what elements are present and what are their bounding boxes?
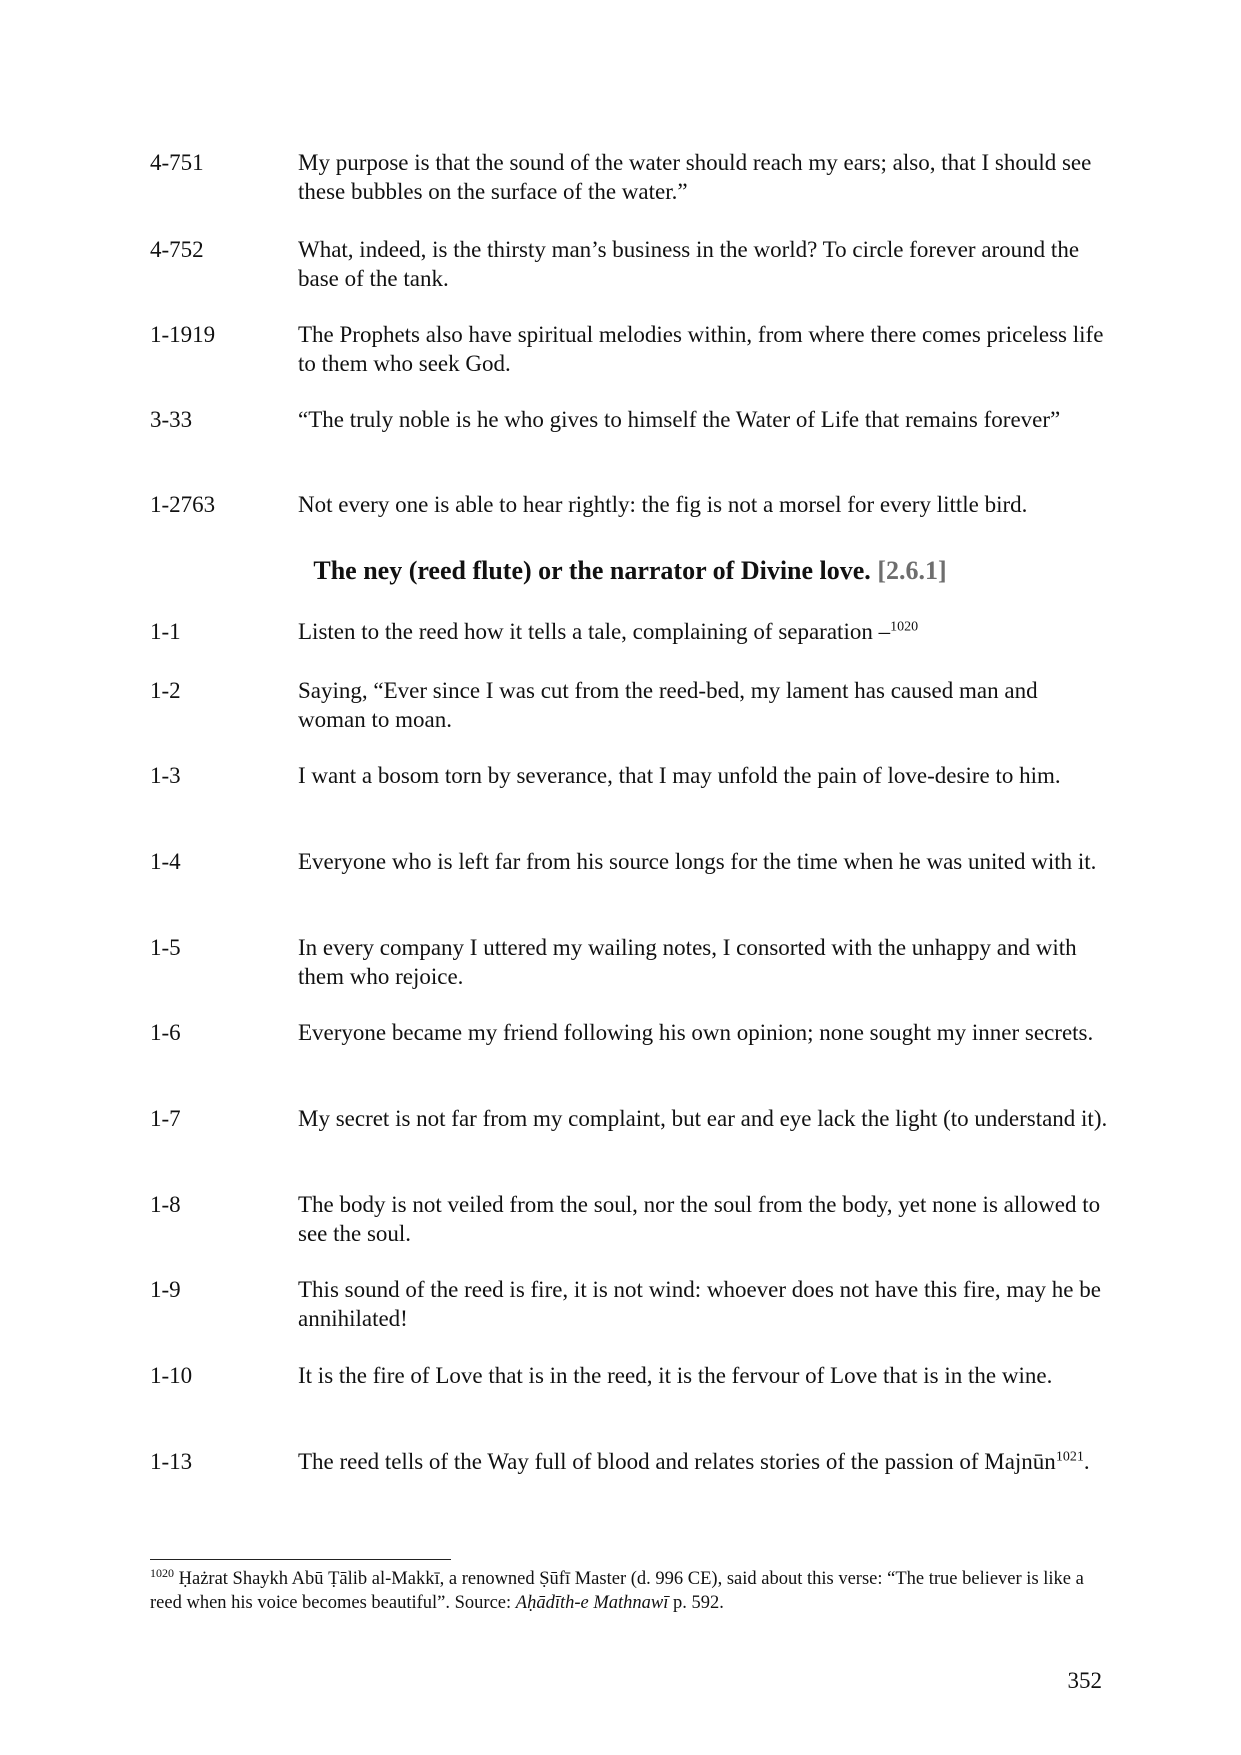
verse-entry-block — [150, 847, 1110, 876]
verse-ref: 1-2763 — [150, 492, 216, 517]
verse-entry — [150, 761, 1110, 790]
verse-text: My purpose is that the sound of the water should reach my ears; also, that I should see these bubbles on the surface of the water.” — [298, 150, 1092, 204]
verse-entry — [150, 1018, 1110, 1047]
verse-text: The Prophets also have spiritual melodies within, from where there comes priceless life to them who seek God. — [298, 322, 1104, 376]
section-heading — [150, 555, 1110, 587]
verse-entry — [150, 1275, 1110, 1333]
verse-list-top — [150, 148, 1110, 205]
verse-entry — [150, 235, 1110, 293]
verse-entry — [150, 490, 1110, 519]
verse-text: The body is not veiled from the soul, nor the soul from the body, yet none is allowed to see the soul. — [298, 1192, 1101, 1246]
page-number: 352 — [1067, 1668, 1102, 1693]
verse-entry — [150, 617, 1110, 646]
verse-entry — [150, 405, 1110, 434]
verse-entry — [150, 320, 1110, 378]
verse-text: Everyone who is left far from his source longs for the time when he was united with it. — [298, 849, 1097, 874]
verse-entry — [150, 1361, 1110, 1390]
verse-entry-block — [150, 320, 1110, 378]
verse-text: I want a bosom torn by severance, that I may unfold the pain of love-desire to him. — [298, 763, 1061, 788]
verse-ref: 4-752 — [150, 237, 204, 262]
verse-entry — [150, 676, 1110, 734]
verse-ref: 1-7 — [150, 1106, 181, 1131]
verse-ref: 1-13 — [150, 1449, 193, 1474]
verse-ref: 3-33 — [150, 407, 193, 432]
verse-entry — [150, 1190, 1110, 1248]
verse-entry-block — [150, 490, 1110, 519]
verse-text: In every company I uttered my wailing notes, I consorted with the unhappy and with them who rejoice. — [298, 935, 1077, 989]
verse-entry — [150, 933, 1110, 991]
verse-text-end: . — [1083, 1449, 1090, 1474]
verse-ref: 4-751 — [150, 150, 204, 175]
section-number: [2.6.1] — [877, 556, 947, 585]
verse-text — [298, 617, 1110, 646]
verse-entry-block — [150, 405, 1110, 434]
verse-text: Not every one is able to hear rightly: the fig is not a morsel for every little bird. — [298, 492, 1028, 517]
verse-entry — [150, 1104, 1110, 1133]
footnote-marker: 1021 — [1055, 1449, 1084, 1465]
verse-entry-block — [150, 1447, 1110, 1476]
verse-text: Everyone became my friend following his own opinion; none sought my inner secrets. — [298, 1020, 1094, 1045]
verse-ref: 1-2 — [150, 678, 181, 703]
verse-text — [298, 1447, 1110, 1476]
verse-text: “The truly noble is he who gives to himself the Water of Life that remains forever” — [298, 407, 1061, 432]
verse-text: This sound of the reed is fire, it is not wind: whoever does not have this fire, may he be annihilated! — [298, 1277, 1101, 1331]
verse-entry-block — [150, 1190, 1110, 1248]
section-title: The ney (reed flute) or the narrator of Divine love. — [313, 556, 871, 585]
footnote — [150, 1567, 1110, 1615]
verse-ref: 1-1 — [150, 619, 181, 644]
verse-text: What, indeed, is the thirsty man’s business in the world? To circle forever around the base of the tank. — [298, 237, 1080, 291]
footnote-source-title: Aḥādīth-e Mathnawī — [515, 1593, 669, 1613]
verse-ref: 1-9 — [150, 1277, 181, 1302]
verse-text-body: Listen to the reed how it tells a tale, complaining of separation – — [298, 619, 891, 644]
verse-ref: 1-3 — [150, 763, 181, 788]
verse-ref: 1-6 — [150, 1020, 181, 1045]
verse-entry-block — [150, 933, 1110, 991]
verse-ref: 1-4 — [150, 849, 181, 874]
verse-entry — [150, 148, 1110, 205]
footnote-number: 1020 — [150, 1565, 174, 1580]
footnote-source-page: p. 592. — [668, 1593, 724, 1613]
footnote-marker: 1020 — [890, 619, 919, 635]
footnote-divider — [150, 1559, 451, 1560]
verse-entry — [150, 1447, 1110, 1476]
verse-ref: 1-10 — [150, 1363, 193, 1388]
footnote-text: Ḥażrat Shaykh Abū Ṭālib al-Makkī, a renowned Ṣūfī Master (d. 996 CE), said about this verse: “The true believer is like a reed when his voice becomes beautiful”. Source: — [150, 1569, 1084, 1613]
verse-entry-block — [150, 1104, 1110, 1133]
verse-text: My secret is not far from my complaint, but ear and eye lack the light (to understand it). — [298, 1106, 1108, 1131]
verse-entry — [150, 847, 1110, 876]
verse-entry-block — [150, 1018, 1110, 1047]
verse-entry-block — [150, 676, 1110, 734]
verse-ref: 1-1919 — [150, 322, 216, 347]
verse-entry-block — [150, 1361, 1110, 1390]
verse-ref: 1-5 — [150, 935, 181, 960]
verse-text-body: The reed tells of the Way full of blood and relates stories of the passion of Majnūn — [298, 1449, 1056, 1474]
verse-entry-block — [150, 1275, 1110, 1333]
verse-text: Saying, “Ever since I was cut from the reed-bed, my lament has caused man and woman to moan. — [298, 678, 1038, 732]
verse-entry-block — [150, 235, 1110, 293]
verse-entry-block — [150, 761, 1110, 790]
verse-ref: 1-8 — [150, 1192, 181, 1217]
verse-entry-block — [150, 617, 1110, 646]
verse-text: It is the fire of Love that is in the reed, it is the fervour of Love that is in the wine. — [298, 1363, 1053, 1388]
